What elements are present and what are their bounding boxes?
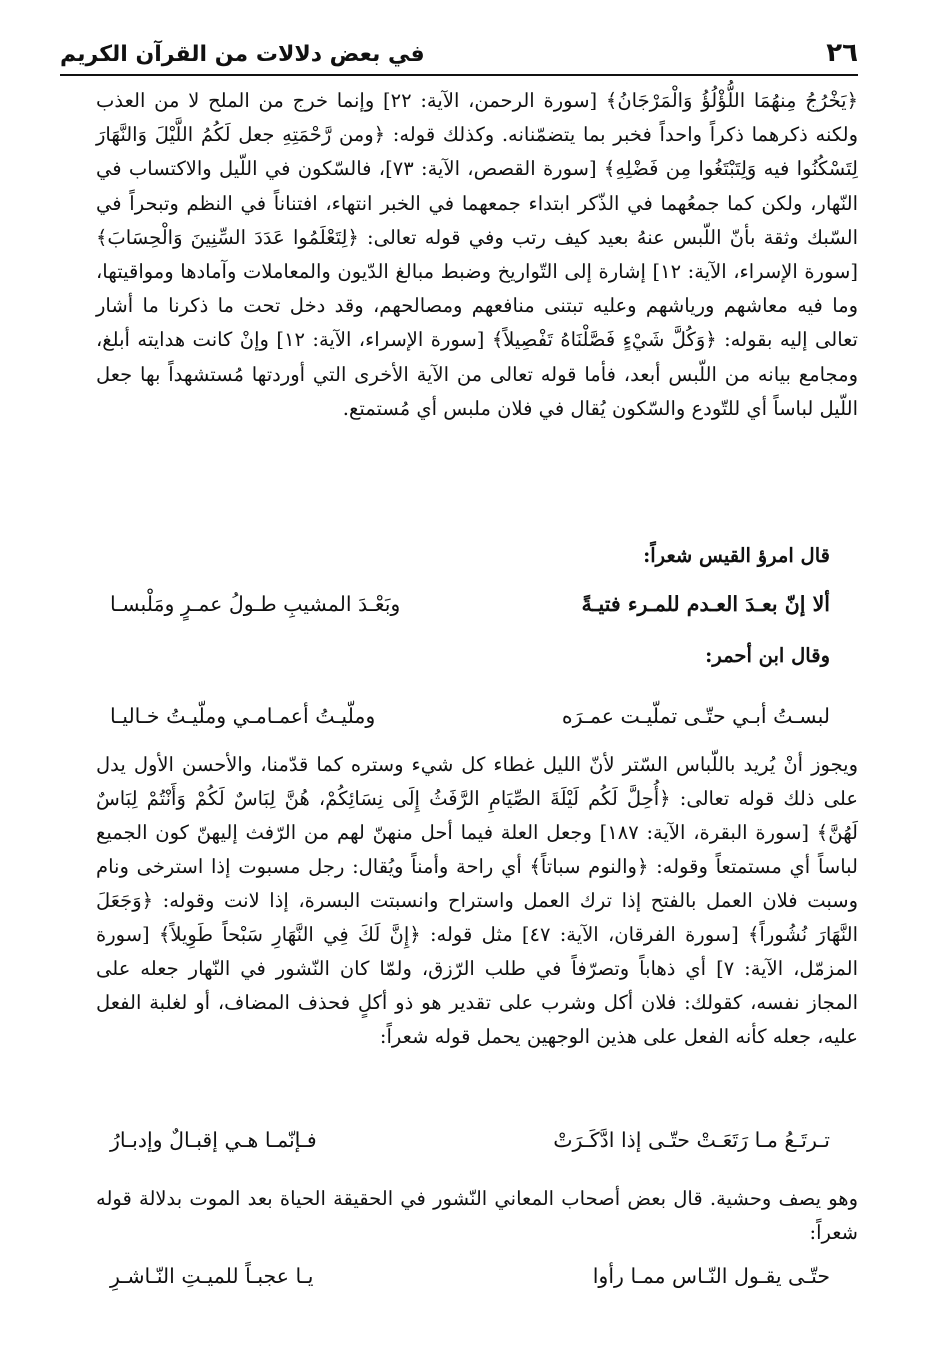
paragraph-3: وهو يصف وحشية. قال بعض أصحاب المعاني النّشور في الحقيقة الحياة بعد الموت بدلالة قوله شعراً: [96,1187,858,1244]
verse-1-first-hemistich: ألا إنّ بعـدَ العـدم للمـرء فتيـةً [581,592,830,616]
paragraph-1: ﴿يَخْرُجُ مِنهُمَا اللُّؤْلُؤُ وَالْمَرْجَانُ﴾ [سورة الرحمن، الآية: ٢٢] وإنما خرج من الملح لا من العذب ولكنه ذكرهما ذكراً واحداً فخبر بما يتضمّنانه. وكذلك قوله: ﴿ومن رَّحْمَتِهِ جعل لَكُمُ اللَّيْلَ وَالنَّهَارَ لِتَسْكُنُوا فيه وَلِتَبْتَغُوا مِن فَضْلِهِ﴾ [سورة القصص، الآية: ٧٣]، فالسّكون في اللّيل والاكتساب في النّهار، ولكن كما جمعُهما في الذّكر ابتداء جمعهما في الخبر انتهاء، افتناناً في النظم وتبحراً في السّبك وثقة بأنّ اللّبس عنهُ بعيد كيف رتب وفي قوله تعالى: ﴿لِتَعْلَمُوا عَدَدَ السِّنِينَ وَالْحِسَابَ﴾ [سورة الإسراء، الآية: ١٢] إشارة إلى التّواريخ وضبط مبالغ الدّيون والمعاملات وآمادها ومواقيتها، وما فيه معاشهم ورياشهم وعليه تبتنى منافعهم ومصالحهم، وقد دخل تحت ما ذكرنا ما أشار تعالى إليه بقوله: ﴿وَكُلَّ شَيْءٍ فَصَّلْنَاهُ تَفْصِيلاً﴾ [سورة الإسراء، الآية: ١٢] وإنْ كانت هدايته أبلغ، ومجامع بيانه من اللّبس أبعد، فأما قوله تعالى من الآية الأخرى التي أوردتها مُستشهداً بها جعل اللّيل لباساً أي للتّودع والسّكون يُقال في فلان ملبس أي مُستمتع. [96,89,859,420]
poem-verse-2 [110,696,830,736]
poem-verse-4 [110,1256,830,1296]
verse-4-first-hemistich: حتّـى يقـول النّـاس ممـا رأوا [592,1264,830,1288]
verse-3-first-hemistich: تـرتَـعُ مـا رَتَعَـتْ حتّـى إذا ادَّكَـرَتْ [553,1128,830,1152]
verse-2-first-hemistich: لبسـتُ أبـي حتّـى تملّيـت عمـرَه [561,704,830,728]
verse-2-second-hemistich: وملّيـتُ أعمـامـي وملّيـتُ خـاليـا [110,704,376,728]
paragraph-2: ويجوز أنْ يُريد باللّباس السّتر لأنّ الليل غطاء كل شيء وستره كما قدّمنا، والأحسن الأول يدل على ذلك قوله تعالى: ﴿أُحِلَّ لَكُم لَيْلَةَ الصِّيَامِ الرَّفَثُ إِلَى نِسَائِكُمْ، هُنَّ لِبَاسٌ لَكُمْ وَأَنْتُمْ لِبَاسٌ لَهُنَّ﴾ [سورة البقرة، الآية: ١٨٧] وجعل العلة فيما أحل منهنّ لهم من الرّفث إليهنّ كون الجميع لباساً أي مستمتعاً وقوله: ﴿والنوم سباتاً﴾ أي راحة وأمناً ويُقال: رجل مسبوت إذا استرخى ونام وسبت فلان العمل بالفتح إذا ترك العمل واستراح وانسبتت البسرة، إذا لانت وقوله: ﴿وَجَعَلَ النَّهَارَ نُشُوراً﴾ [سورة الفرقان، الآية: ٤٧] مثل قوله: ﴿إِنَّ لَكَ فِي النَّهَارِ سَبْحاً طَوِيلاً﴾ [سورة المزمّل، الآية: ٧] أي ذهاباً وتصرّفاً في طلب الرّزق، ولمّا كان النّشور في النّهار جعله على المجاز نفسه، كقولك: فلان أكل وشرب على تقدير هو ذو أكلٍ فحذف المضاف، أو لغلبة الفعل عليه، جعله كأنه الفعل على هذين الوجهين يحمل قوله شعراً: [96,753,858,1048]
running-title: في بعض دلالات من القرآن الكريم [60,42,425,67]
header-divider [60,74,858,76]
poem-verse-3 [110,1120,830,1160]
poem-intro-ibn-ahmar: وقال ابن أحمر: [705,644,830,667]
verse-4-second-hemistich: يـا عجبـاً للميـتِ النّـاشـرِ [110,1264,314,1288]
page-header [60,28,858,72]
verse-3-second-hemistich: فـإنّمـا هـي إقبـالٌ وإدبـارُ [110,1128,317,1152]
verse-1-second-hemistich: وبَعْـدَ المشيبِ طـولُ عمـرٍ ومَلْبسـا [110,592,401,616]
poem-verse-1 [110,584,830,624]
page-number: ٢٦ [826,38,858,68]
poem-intro-imru-al-qais: قال امرؤ القيس شعراً: [643,544,830,567]
